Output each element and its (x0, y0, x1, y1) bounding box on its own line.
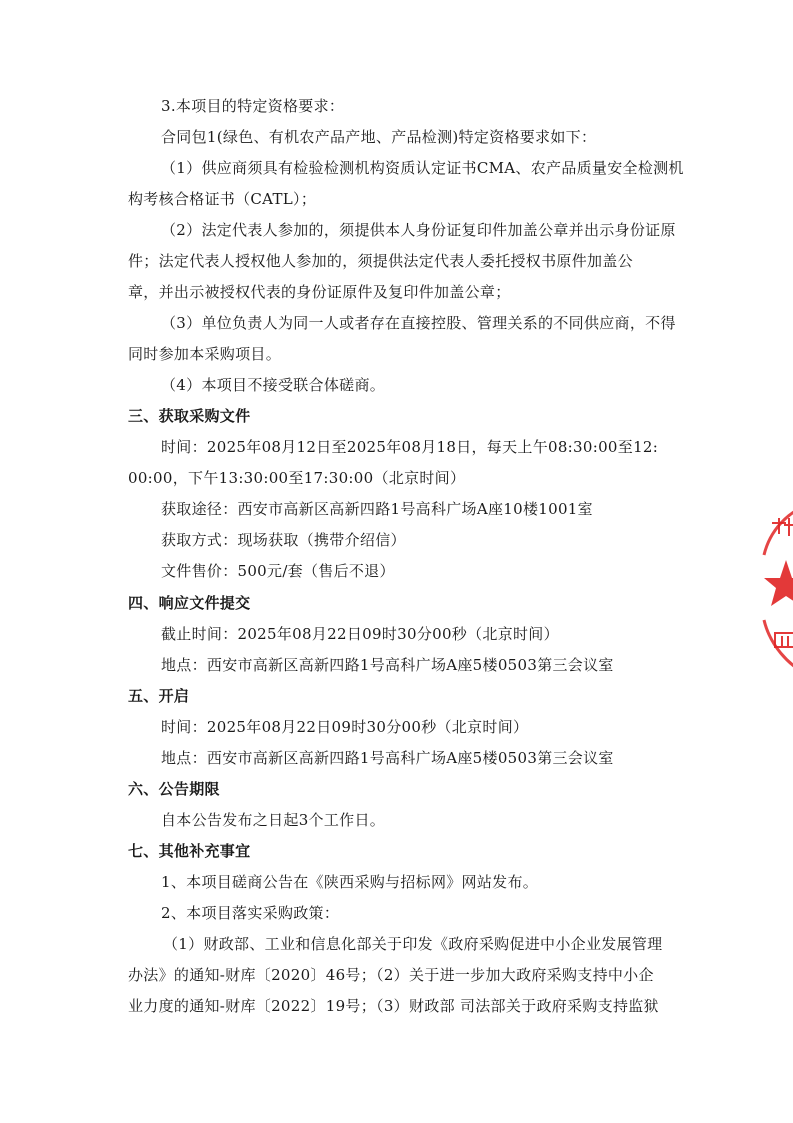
requirement-3-line1: （3）单位负责人为同一人或者存在直接控股、管理关系的不同供应商，不得 (161, 314, 676, 332)
section-heading-other-matters: 七、其他补充事宜 (128, 842, 251, 860)
policy-line3: 业力度的通知-财库〔2022〕19号；（3）财政部 司法部关于政府采购支持监狱 (128, 997, 659, 1015)
other-matter-1: 1、本项目磋商公告在《陕西采购与招标网》网站发布。 (161, 873, 539, 891)
obtain-time-line1: 时间：2025年08月12日至2025年08月18日，每天上午08:30:00至12: (161, 438, 659, 456)
requirement-2-line1: （2）法定代表人参加的，须提供本人身份证复印件加盖公章并出示身份证原 (161, 221, 676, 239)
requirement-1-line1: （1）供应商须具有检验检测机构资质认定证书CMA、农产品质量安全检测机 (161, 159, 684, 177)
section-heading-obtain-documents: 三、获取采购文件 (128, 407, 251, 425)
requirement-1-line2: 构考核合格证书（CATL）； (128, 190, 317, 208)
submission-location: 地点：西安市高新区高新四路1号高科广场A座5楼0503第三会议室 (161, 656, 614, 674)
requirement-4: （4）本项目不接受联合体磋商。 (161, 376, 386, 394)
requirement-2-line2: 件；法定代表人授权他人参加的，须提供法定代表人委托授权书原件加盖公 (128, 252, 633, 270)
opening-time: 时间：2025年08月22日09时30分00秒（北京时间） (161, 718, 529, 736)
section-heading-opening: 五、开启 (128, 687, 190, 705)
obtain-address: 获取途径：西安市高新区高新四路1号高科广场A座10楼1001室 (161, 500, 593, 518)
section-heading-announcement-period: 六、公告期限 (128, 780, 220, 798)
submission-deadline: 截止时间：2025年08月22日09时30分00秒（北京时间） (161, 625, 559, 643)
section-heading-submission: 四、响应文件提交 (128, 594, 251, 612)
obtain-time-line2: 00:00，下午13:30:00至17:30:00（北京时间） (128, 469, 466, 487)
red-seal-stamp (748, 500, 793, 690)
document-price: 文件售价：500元/套（售后不退） (161, 562, 395, 580)
obtain-method: 获取方式：现场获取（携带介绍信） (161, 531, 406, 549)
package-requirement: 合同包1(绿色、有机农产品产地、产品检测)特定资格要求如下： (161, 128, 597, 146)
policy-line1: （1）财政部、工业和信息化部关于印发《政府采购促进中小企业发展管理 (163, 935, 663, 953)
requirement-3-line2: 同时参加本采购项目。 (128, 345, 282, 363)
requirement-2-line3: 章，并出示被授权代表的身份证原件及复印件加盖公章； (128, 283, 511, 301)
other-matter-2: 2、本项目落实采购政策： (161, 904, 340, 922)
policy-line2: 办法》的通知-财库〔2020〕46号；（2）关于进一步加大政府采购支持中小企 (128, 966, 654, 984)
announcement-period: 自本公告发布之日起3个工作日。 (161, 811, 386, 829)
opening-location: 地点：西安市高新区高新四路1号高科广场A座5楼0503第三会议室 (161, 749, 614, 767)
qualification-title: 3.本项目的特定资格要求： (161, 97, 345, 115)
